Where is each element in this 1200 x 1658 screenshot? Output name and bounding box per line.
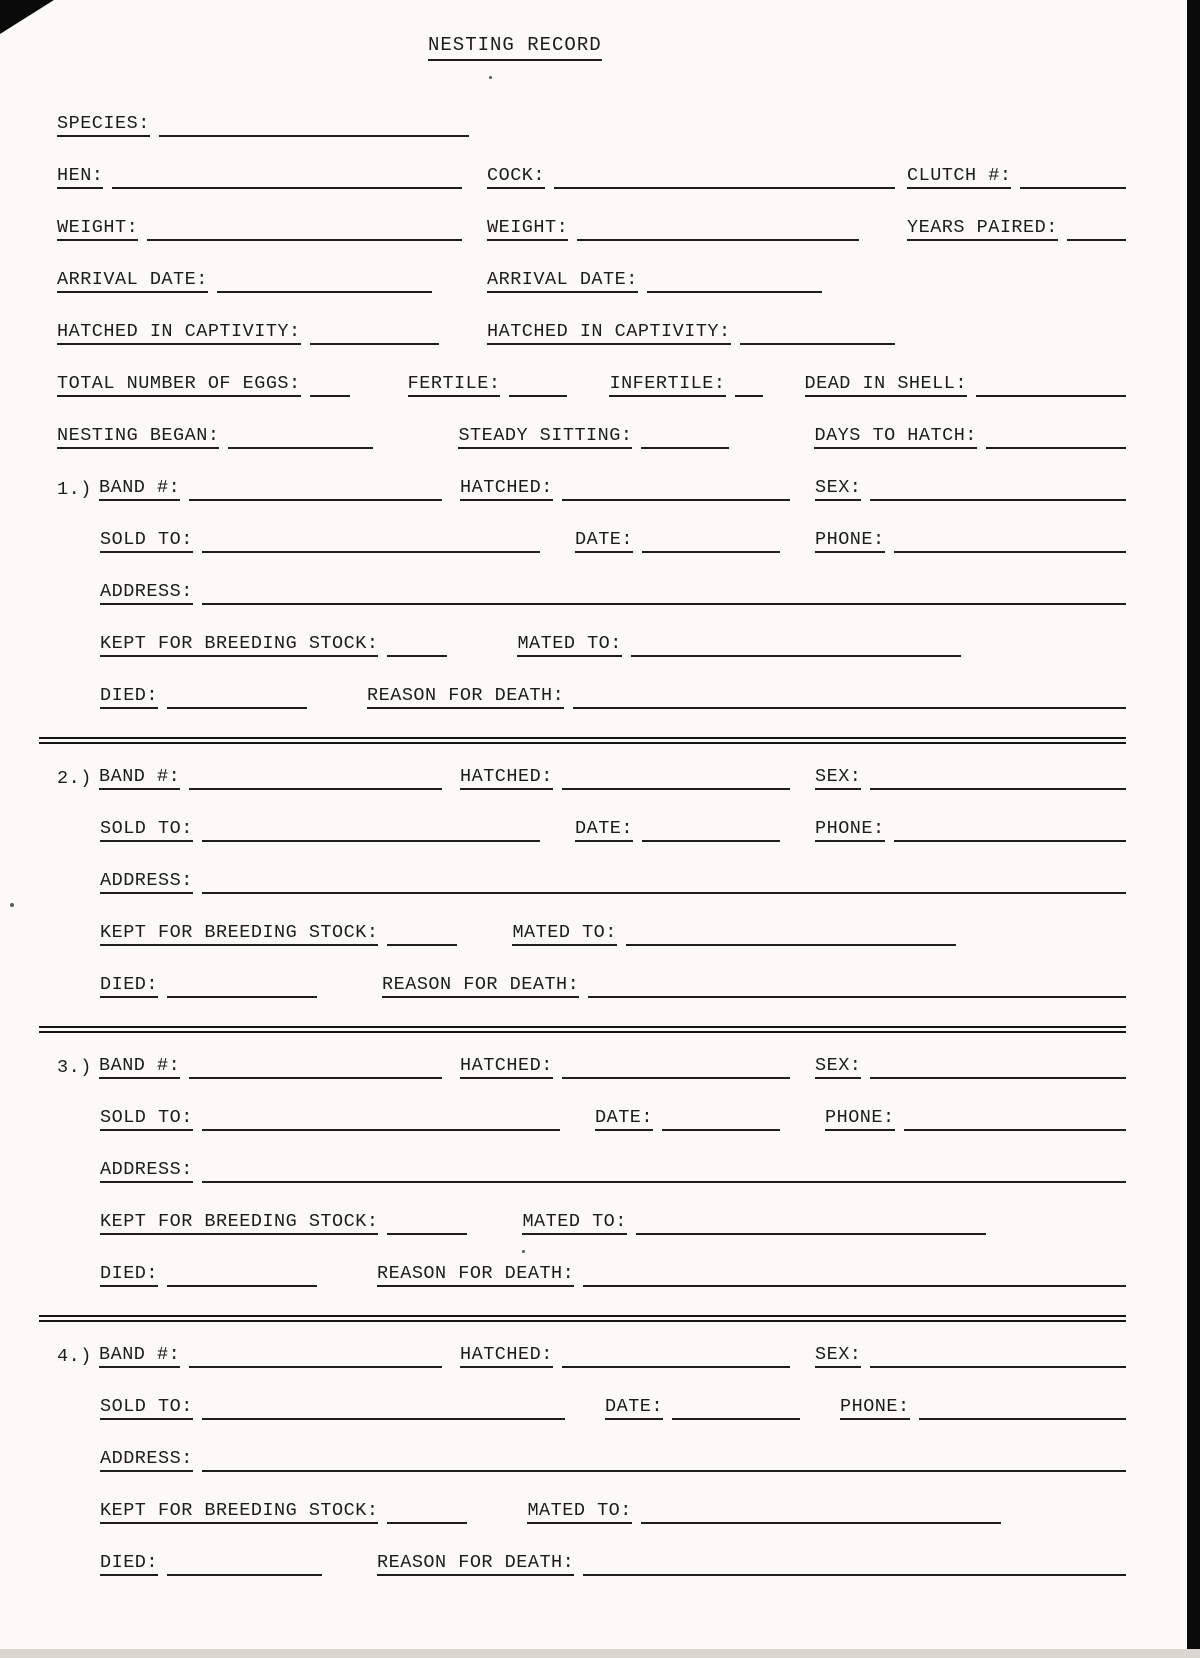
hen-hatched-captivity-input-line[interactable] [310,325,439,346]
chick3-hatched-input-line[interactable] [562,1059,790,1080]
days-to-hatch-label: DAYS TO HATCH: [814,425,976,449]
kept-for-breeding-label: KEPT FOR BREEDING STOCK: [100,922,378,946]
species-row [57,113,1126,137]
chick1-address-row [57,581,1126,605]
mated-to-label: MATED TO: [517,633,621,657]
dead-in-shell-label: DEAD IN SHELL: [805,373,967,397]
died-label: DIED: [100,1263,158,1287]
chick1-number: 1.) [57,479,92,500]
chick4-hatched-input-line[interactable] [562,1348,790,1369]
chick2-died-input-line[interactable] [167,978,317,999]
kept-for-breeding-label: KEPT FOR BREEDING STOCK: [100,1500,378,1524]
died-label: DIED: [100,685,158,709]
chick4-band-row [57,1344,1126,1368]
hen-arrival-date-input-line[interactable] [217,273,432,294]
total-eggs-input-line[interactable] [310,377,350,398]
section-divider [39,1026,1126,1033]
chick3-address-input-line[interactable] [202,1163,1126,1184]
chick4-number: 4.) [57,1346,92,1367]
chick1-hatched-input-line[interactable] [562,481,790,502]
hatched-captivity-row [57,321,1126,345]
chick3-breeding-row [57,1211,1126,1235]
chick4-sold-to-input-line[interactable] [202,1400,565,1421]
fertile-label: FERTILE: [408,373,501,397]
egg-totals-row [57,373,1126,397]
chick1-phone-input-line[interactable] [894,533,1126,554]
chick4-mated-to-input-line[interactable] [641,1504,1001,1525]
infertile-input-line[interactable] [735,377,763,398]
sex-label: SEX: [815,477,861,501]
steady-sitting-label: STEADY SITTING: [458,425,632,449]
years-paired-label: YEARS PAIRED: [907,217,1058,241]
chick3-phone-input-line[interactable] [904,1111,1126,1132]
sold-to-label: SOLD TO: [100,1107,193,1131]
chick2-mated-to-input-line[interactable] [626,926,956,947]
scan-speck [10,903,14,907]
chick1-date-input-line[interactable] [642,533,780,554]
chick1-mated-to-input-line[interactable] [631,637,961,658]
scan-artifact-right-edge [1187,0,1200,1658]
kept-for-breeding-label: KEPT FOR BREEDING STOCK: [100,1211,378,1235]
phone-label: PHONE: [840,1396,910,1420]
hen-weight-label: WEIGHT: [57,217,138,241]
hen-cock-clutch-row [57,165,1126,189]
chick3-sold-row [57,1107,1126,1131]
chick4-reason-input-line[interactable] [583,1556,1126,1577]
infertile-label: INFERTILE: [609,373,725,397]
band-label: BAND #: [99,477,180,501]
chick3-band-row [57,1055,1126,1079]
chick1-sex-input-line[interactable] [870,481,1126,502]
phone-label: PHONE: [815,529,885,553]
chick1-band-row [57,477,1126,501]
chick2-address-row [57,870,1126,894]
chick2-band-input-line[interactable] [189,770,442,791]
section-divider [39,1315,1126,1322]
years-paired-input-line[interactable] [1067,221,1126,242]
scan-artifact-bottom-band [0,1649,1200,1658]
chick2-address-input-line[interactable] [202,874,1126,895]
days-to-hatch-input-line[interactable] [986,429,1126,450]
date-label: DATE: [575,529,633,553]
species-label: SPECIES: [57,113,150,137]
mated-to-label: MATED TO: [522,1211,626,1235]
chick1-died-input-line[interactable] [167,689,307,710]
kept-for-breeding-label: KEPT FOR BREEDING STOCK: [100,633,378,657]
chick3-mated-to-input-line[interactable] [636,1215,986,1236]
mated-to-label: MATED TO: [512,922,616,946]
chick4-breeding-row [57,1500,1126,1524]
band-label: BAND #: [99,1344,180,1368]
chick1-reason-input-line[interactable] [573,689,1126,710]
chick2-phone-input-line[interactable] [894,822,1126,843]
cock-arrival-date-label: ARRIVAL DATE: [487,269,638,293]
section-divider [39,737,1126,744]
chick1-band-input-line[interactable] [189,481,442,502]
chick2-number: 2.) [57,768,92,789]
address-label: ADDRESS: [100,1159,193,1183]
cock-hatched-captivity-input-line[interactable] [740,325,895,346]
sold-to-label: SOLD TO: [100,529,193,553]
hen-label: HEN: [57,165,103,189]
chick2-sold-to-input-line[interactable] [202,822,540,843]
reason-for-death-label: REASON FOR DEATH: [377,1263,574,1287]
clutch-number-label: CLUTCH #: [907,165,1011,189]
sex-label: SEX: [815,1344,861,1368]
scan-speck [489,76,492,79]
dead-in-shell-input-line[interactable] [976,377,1126,398]
sold-to-label: SOLD TO: [100,1396,193,1420]
chick2-died-row [57,974,1126,998]
phone-label: PHONE: [815,818,885,842]
sex-label: SEX: [815,766,861,790]
chick3-died-input-line[interactable] [167,1267,317,1288]
date-label: DATE: [595,1107,653,1131]
cock-weight-label: WEIGHT: [487,217,568,241]
arrival-date-row [57,269,1126,293]
hen-input-line[interactable] [112,169,462,190]
chick4-died-row [57,1552,1126,1576]
address-label: ADDRESS: [100,870,193,894]
chick4-address-input-line[interactable] [202,1452,1126,1473]
hen-weight-input-line[interactable] [147,221,462,242]
scan-artifact-corner [0,0,54,34]
date-label: DATE: [605,1396,663,1420]
chick4-sex-input-line[interactable] [870,1348,1126,1369]
died-label: DIED: [100,1552,158,1576]
chick2-sex-input-line[interactable] [870,770,1126,791]
chick1-breeding-row [57,633,1126,657]
chick4-sold-row [57,1396,1126,1420]
chick4-kept-input-line[interactable] [387,1504,467,1525]
steady-sitting-input-line[interactable] [641,429,729,450]
died-label: DIED: [100,974,158,998]
chick3-sex-input-line[interactable] [870,1059,1126,1080]
weight-row [57,217,1126,241]
cock-label: COCK: [487,165,545,189]
mated-to-label: MATED TO: [527,1500,631,1524]
chick4-died-input-line[interactable] [167,1556,322,1577]
chick3-reason-input-line[interactable] [583,1267,1126,1288]
chick4-phone-input-line[interactable] [919,1400,1126,1421]
cock-hatched-captivity-label: HATCHED IN CAPTIVITY: [487,321,731,345]
address-label: ADDRESS: [100,581,193,605]
date-label: DATE: [575,818,633,842]
chick2-date-input-line[interactable] [642,822,780,843]
nesting-timing-row [57,425,1126,449]
chick3-kept-input-line[interactable] [387,1215,467,1236]
chick3-sold-to-input-line[interactable] [202,1111,560,1132]
chick1-died-row [57,685,1126,709]
total-eggs-label: TOTAL NUMBER OF EGGS: [57,373,301,397]
chick2-reason-input-line[interactable] [588,978,1126,999]
nesting-began-input-line[interactable] [228,429,373,450]
chick3-address-row [57,1159,1126,1183]
chick4-band-input-line[interactable] [189,1348,442,1369]
chick2-sold-row [57,818,1126,842]
species-input-line[interactable] [159,117,469,138]
chick1-sold-to-input-line[interactable] [202,533,540,554]
band-label: BAND #: [99,1055,180,1079]
hatched-label: HATCHED: [460,1344,553,1368]
cock-input-line[interactable] [554,169,895,190]
cock-weight-input-line[interactable] [577,221,859,242]
chick3-number: 3.) [57,1057,92,1078]
clutch-number-input-line[interactable] [1020,169,1126,190]
hatched-label: HATCHED: [460,766,553,790]
chick4-address-row [57,1448,1126,1472]
chick3-died-row [57,1263,1126,1287]
reason-for-death-label: REASON FOR DEATH: [367,685,564,709]
reason-for-death-label: REASON FOR DEATH: [377,1552,574,1576]
sex-label: SEX: [815,1055,861,1079]
band-label: BAND #: [99,766,180,790]
cock-arrival-date-input-line[interactable] [647,273,822,294]
sold-to-label: SOLD TO: [100,818,193,842]
chick3-band-input-line[interactable] [189,1059,442,1080]
chick3-date-input-line[interactable] [662,1111,780,1132]
nesting-began-label: NESTING BEGAN: [57,425,219,449]
chick2-kept-input-line[interactable] [387,926,457,947]
chick1-sold-row [57,529,1126,553]
phone-label: PHONE: [825,1107,895,1131]
form-title: NESTING RECORD [428,34,602,61]
hatched-label: HATCHED: [460,477,553,501]
address-label: ADDRESS: [100,1448,193,1472]
chick2-breeding-row [57,922,1126,946]
chick1-kept-input-line[interactable] [387,637,447,658]
chick2-band-row [57,766,1126,790]
chick1-address-input-line[interactable] [202,585,1126,606]
hatched-label: HATCHED: [460,1055,553,1079]
chick4-date-input-line[interactable] [672,1400,800,1421]
hen-arrival-date-label: ARRIVAL DATE: [57,269,208,293]
reason-for-death-label: REASON FOR DEATH: [382,974,579,998]
fertile-input-line[interactable] [509,377,567,398]
scan-speck [522,1250,525,1253]
hen-hatched-captivity-label: HATCHED IN CAPTIVITY: [57,321,301,345]
chick2-hatched-input-line[interactable] [562,770,790,791]
